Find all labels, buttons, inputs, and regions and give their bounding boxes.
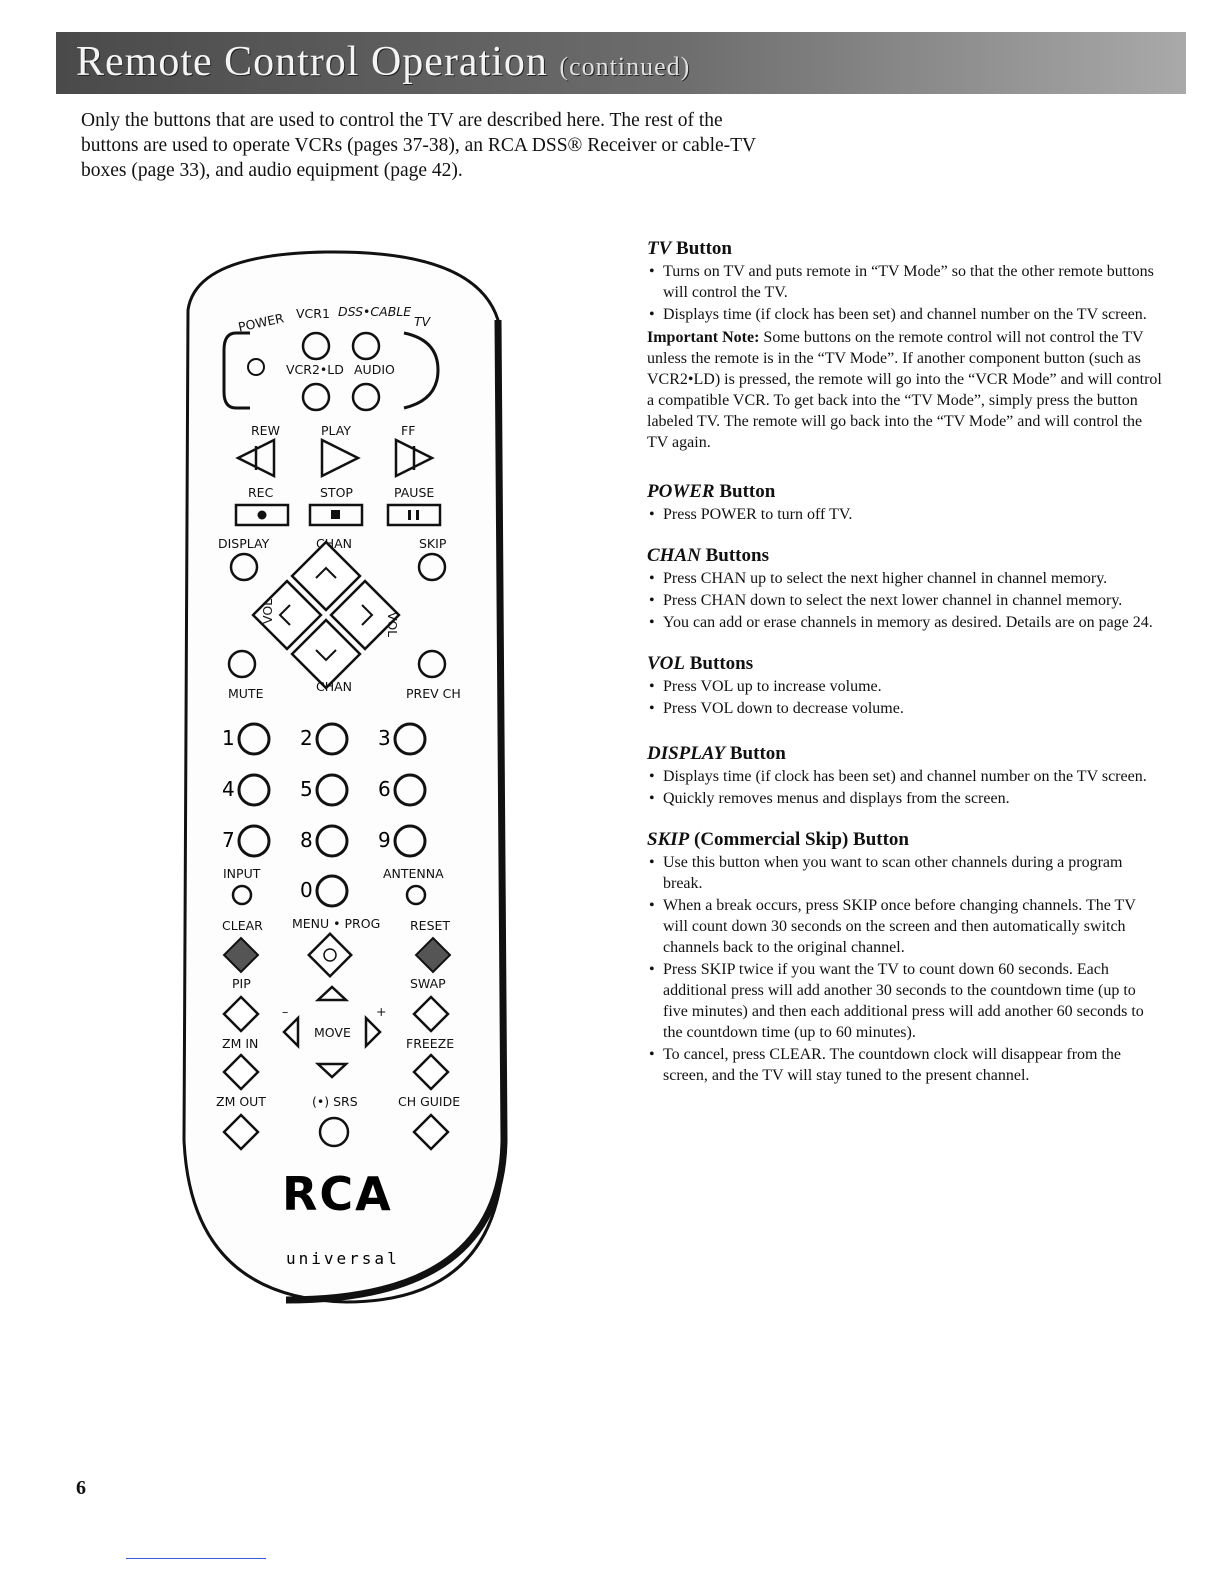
menu-prog-label: MENU • PROG bbox=[292, 916, 381, 931]
mute-label: MUTE bbox=[228, 686, 264, 701]
plus-label: + bbox=[376, 1004, 387, 1019]
audio-label: AUDIO bbox=[354, 362, 395, 377]
display-label: DISPLAY bbox=[218, 536, 270, 551]
remote-control-illustration bbox=[176, 240, 516, 1310]
title-text: Remote Control Operation bbox=[76, 39, 548, 85]
digit-7-label: 7 bbox=[222, 828, 235, 852]
section-vol-buttons bbox=[647, 653, 1162, 719]
move-label: MOVE bbox=[314, 1025, 351, 1040]
intro-paragraph: Only the buttons that are used to control the TV are described here. The rest of the buttons are used to operate VCRs (pages 37-38), an RCA DSS® Receiver or cable-TV boxes (page 33), and audio equipment (page 42). bbox=[81, 110, 756, 181]
srs-label: (•) SRS bbox=[312, 1094, 358, 1109]
skip-label: SKIP bbox=[419, 536, 447, 551]
section-heading: VOL Buttons bbox=[647, 653, 754, 674]
chan-top-label: CHAN bbox=[316, 536, 353, 551]
list-item: • Press VOL down to decrease volume. bbox=[647, 698, 1162, 719]
rew-label: REW bbox=[251, 423, 280, 438]
digit-6-label: 6 bbox=[378, 777, 391, 801]
clear-label: CLEAR bbox=[222, 918, 263, 933]
pause-label: PAUSE bbox=[394, 485, 435, 500]
footer-rule bbox=[126, 1558, 266, 1559]
digit-5-label: 5 bbox=[300, 777, 313, 801]
chan-bottom-label: CHAN bbox=[316, 679, 353, 694]
page-number: 6 bbox=[76, 1477, 86, 1499]
list-item: • Displays time (if clock has been set) and channel number on the TV screen. bbox=[647, 766, 1162, 787]
vcr1-label: VCR1 bbox=[296, 306, 330, 321]
section-display-button bbox=[647, 743, 1162, 809]
vol-left-label: VOL bbox=[260, 598, 275, 624]
dss-cable-label: DSS•CABLE bbox=[338, 304, 412, 319]
title-subtitle: (continued) bbox=[559, 52, 691, 81]
digit-8-label: 8 bbox=[300, 828, 313, 852]
freeze-label: FREEZE bbox=[406, 1036, 455, 1051]
section-power-button bbox=[647, 481, 1162, 525]
list-item: • Press CHAN down to select the next lower channel in channel memory. bbox=[647, 590, 1162, 611]
minus-label: – bbox=[282, 1004, 289, 1019]
section-heading: CHAN Buttons bbox=[647, 545, 769, 566]
button-descriptions bbox=[647, 238, 1162, 1106]
ff-label: FF bbox=[401, 423, 416, 438]
power-label: POWER bbox=[236, 310, 286, 335]
reset-label: RESET bbox=[410, 918, 451, 933]
section-heading: POWER Button bbox=[647, 481, 776, 502]
list-item: • When a break occurs, press SKIP once before changing channels. The TV will count down 30 seconds on the screen and then automatically switch channels back to the original channel. bbox=[647, 895, 1162, 958]
list-item: • Use this button when you want to scan other channels during a program break. bbox=[647, 852, 1162, 894]
rca-logo: RCA bbox=[282, 1167, 393, 1221]
list-item: • Press CHAN up to select the next higher channel in channel memory. bbox=[647, 568, 1162, 589]
pip-label: PIP bbox=[232, 976, 251, 991]
digit-9-label: 9 bbox=[378, 828, 391, 852]
section-tv-button bbox=[647, 238, 1162, 453]
list-item: • Press SKIP twice if you want the TV to count down 60 seconds. Each additional press will add another 30 seconds to the countdown time (up to five minutes) and then each additional press will add another 60 seconds to the countdown time (up to 60 minutes). bbox=[647, 959, 1162, 1043]
digit-2-label: 2 bbox=[300, 726, 313, 750]
list-item: • To cancel, press CLEAR. The countdown clock will disappear from the screen, and the TV will stay tuned to the present channel. bbox=[647, 1044, 1162, 1086]
title-banner bbox=[56, 32, 1186, 94]
important-note: Important Note: Some buttons on the remote control will not control the TV unless the remote is in the “TV Mode”. If another component button (such as VCR2•LD) is pressed, the remote will go into the “VCR Mode” and will control a compatible VCR. To get back into the “TV Mode”, simply press the button labeled TV. The remote will go back into the “TV Mode” and will control the TV again. bbox=[647, 329, 1162, 451]
section-heading: SKIP (Commercial Skip) Button bbox=[647, 829, 909, 850]
input-label: INPUT bbox=[223, 866, 261, 881]
ch-guide-label: CH GUIDE bbox=[398, 1094, 461, 1109]
tv-label: TV bbox=[414, 314, 431, 329]
play-label: PLAY bbox=[321, 423, 352, 438]
vcr2-ld-label: VCR2•LD bbox=[286, 362, 344, 377]
stop-label: STOP bbox=[320, 485, 353, 500]
antenna-label: ANTENNA bbox=[383, 866, 444, 881]
rec-label: REC bbox=[248, 485, 274, 500]
universal-label: universal bbox=[286, 1249, 400, 1268]
zm-in-label: ZM IN bbox=[222, 1036, 259, 1051]
section-skip-button bbox=[647, 829, 1162, 1086]
list-item: • Displays time (if clock has been set) and channel number on the TV screen. bbox=[647, 304, 1162, 325]
list-item: • Turns on TV and puts remote in “TV Mode” so that the other remote buttons will control the TV. bbox=[647, 261, 1162, 303]
vol-right-label: VOL bbox=[385, 612, 400, 638]
swap-label: SWAP bbox=[410, 976, 446, 991]
list-item: • Quickly removes menus and displays from the screen. bbox=[647, 788, 1162, 809]
digit-0-label: 0 bbox=[300, 878, 313, 902]
section-heading: DISPLAY Button bbox=[647, 743, 786, 764]
digit-1-label: 1 bbox=[222, 726, 235, 750]
section-chan-buttons bbox=[647, 545, 1162, 633]
digit-4-label: 4 bbox=[222, 777, 235, 801]
list-item: • You can add or erase channels in memory as desired. Details are on page 24. bbox=[647, 612, 1162, 633]
section-heading: TV Button bbox=[647, 238, 732, 259]
zm-out-label: ZM OUT bbox=[216, 1094, 266, 1109]
digit-3-label: 3 bbox=[378, 726, 391, 750]
prev-ch-label: PREV CH bbox=[406, 686, 461, 701]
page-title bbox=[76, 38, 690, 86]
list-item: • Press VOL up to increase volume. bbox=[647, 676, 1162, 697]
list-item: • Press POWER to turn off TV. bbox=[647, 504, 1162, 525]
